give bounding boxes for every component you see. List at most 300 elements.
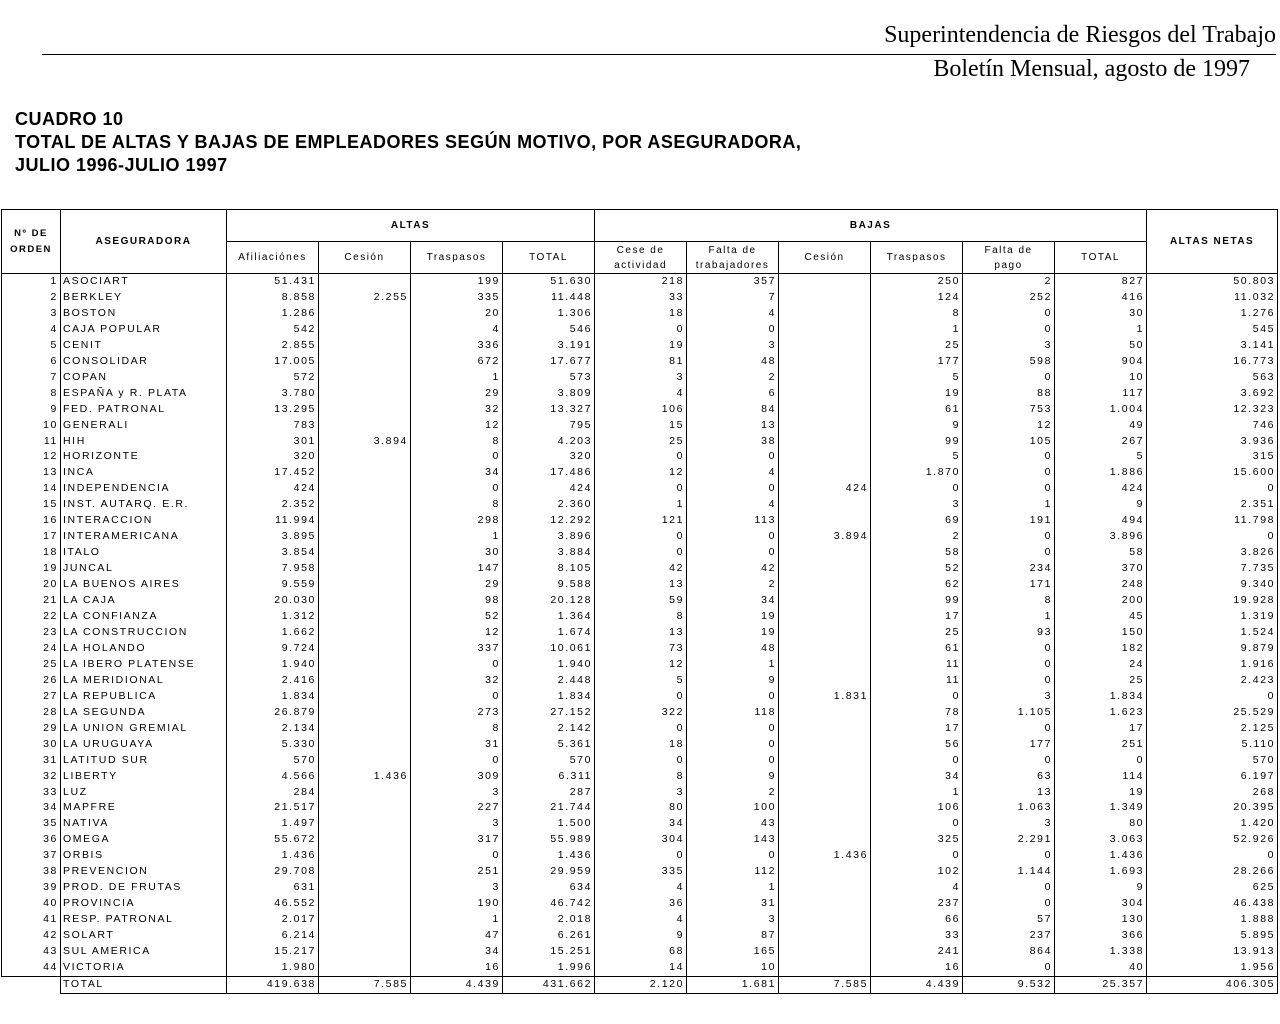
cell-falta-pago: 171	[963, 577, 1055, 593]
cell-afiliaciones: 2.416	[227, 673, 319, 689]
cell-altas-traspasos: 3	[411, 785, 503, 801]
cell-altas-traspasos: 335	[411, 290, 503, 306]
table-row	[2, 769, 1278, 785]
cell-altas-traspasos: 309	[411, 769, 503, 785]
table-row	[2, 832, 1278, 848]
cell-altas-traspasos: 16	[411, 960, 503, 976]
cell-falta-pago: 1.063	[963, 800, 1055, 816]
cell-falta-trabajadores: 42	[687, 561, 779, 577]
cell-falta-pago: 57	[963, 912, 1055, 928]
cell-altas-cesion	[319, 625, 411, 641]
cell-altas-netas: 6.197	[1147, 769, 1278, 785]
table-row	[2, 465, 1278, 481]
cell-falta-trabajadores: 0	[687, 529, 779, 545]
title-line-1: CUADRO 10	[15, 109, 124, 129]
cell-altas-netas: 16.773	[1147, 354, 1278, 370]
cell-altas-traspasos: 0	[411, 848, 503, 864]
cell-bajas-cesion	[779, 497, 871, 513]
cell-bajas-cesion	[779, 737, 871, 753]
cell-falta-trabajadores: 4	[687, 465, 779, 481]
cell-falta-trabajadores: 84	[687, 402, 779, 418]
table-row	[2, 896, 1278, 912]
table-row	[2, 753, 1278, 769]
cell-aseguradora: INTERACCION	[61, 513, 227, 529]
table-row	[2, 529, 1278, 545]
cell-altas-cesion	[319, 609, 411, 625]
cell-altas-traspasos: 0	[411, 689, 503, 705]
total-falta-trabajadores: 1.681	[687, 976, 779, 993]
cell-altas-traspasos: 0	[411, 449, 503, 465]
cell-bajas-traspasos: 25	[871, 338, 963, 354]
cell-altas-total: 20.128	[503, 593, 595, 609]
cell-afiliaciones: 5.330	[227, 737, 319, 753]
cell-bajas-traspasos: 11	[871, 673, 963, 689]
cell-bajas-traspasos: 1	[871, 785, 963, 801]
cell-bajas-cesion	[779, 657, 871, 673]
cell-cese-actividad: 106	[595, 402, 687, 418]
cell-bajas-total: 251	[1055, 737, 1147, 753]
cell-altas-netas: 563	[1147, 370, 1278, 386]
cell-aseguradora: LA URUGUAYA	[61, 737, 227, 753]
cell-bajas-total: 1.338	[1055, 944, 1147, 960]
total-altas-traspasos: 4.439	[411, 976, 503, 993]
cell-altas-cesion	[319, 561, 411, 577]
cell-orden: 42	[2, 928, 61, 944]
cell-falta-pago: 0	[963, 465, 1055, 481]
cell-altas-total: 13.327	[503, 402, 595, 418]
cell-orden: 17	[2, 529, 61, 545]
cell-afiliaciones: 20.030	[227, 593, 319, 609]
cell-aseguradora: LA CONFIANZA	[61, 609, 227, 625]
cell-bajas-traspasos: 78	[871, 705, 963, 721]
cell-bajas-traspasos: 0	[871, 816, 963, 832]
cell-altas-total: 1.834	[503, 689, 595, 705]
cell-altas-cesion	[319, 418, 411, 434]
cell-bajas-total: 0	[1055, 753, 1147, 769]
cell-aseguradora: LUZ	[61, 785, 227, 801]
cell-altas-traspasos: 32	[411, 673, 503, 689]
cell-orden: 34	[2, 800, 61, 816]
cell-falta-trabajadores: 19	[687, 609, 779, 625]
cell-altas-cesion	[319, 960, 411, 976]
cell-cese-actividad: 0	[595, 848, 687, 864]
cell-falta-trabajadores: 0	[687, 689, 779, 705]
cell-falta-pago: 1.105	[963, 705, 1055, 721]
cell-afiliaciones: 7.958	[227, 561, 319, 577]
cell-orden: 14	[2, 481, 61, 497]
cell-altas-cesion	[319, 274, 411, 290]
cell-altas-total: 2.360	[503, 497, 595, 513]
cell-bajas-cesion	[779, 402, 871, 418]
cell-falta-pago: 1.144	[963, 864, 1055, 880]
table-row	[2, 705, 1278, 721]
cell-altas-total: 4.203	[503, 434, 595, 450]
cell-orden: 5	[2, 338, 61, 354]
cell-falta-trabajadores: 118	[687, 705, 779, 721]
cell-falta-trabajadores: 100	[687, 800, 779, 816]
cell-altas-traspasos: 29	[411, 577, 503, 593]
cell-afiliaciones: 3.854	[227, 545, 319, 561]
cell-bajas-total: 25	[1055, 673, 1147, 689]
cell-orden: 28	[2, 705, 61, 721]
cell-bajas-total: 1.623	[1055, 705, 1147, 721]
cell-afiliaciones: 1.286	[227, 306, 319, 322]
cell-altas-cesion	[319, 593, 411, 609]
cell-altas-netas: 1.956	[1147, 960, 1278, 976]
cell-altas-total: 287	[503, 785, 595, 801]
cell-falta-trabajadores: 0	[687, 721, 779, 737]
cell-cese-actividad: 12	[595, 657, 687, 673]
cell-altas-total: 2.018	[503, 912, 595, 928]
cell-cese-actividad: 0	[595, 322, 687, 338]
cell-altas-netas: 746	[1147, 418, 1278, 434]
cell-bajas-traspasos: 61	[871, 402, 963, 418]
cell-altas-netas: 20.395	[1147, 800, 1278, 816]
cell-afiliaciones: 2.017	[227, 912, 319, 928]
cell-cese-actividad: 18	[595, 306, 687, 322]
cell-bajas-total: 1.349	[1055, 800, 1147, 816]
cell-bajas-traspasos: 237	[871, 896, 963, 912]
cell-altas-traspasos: 337	[411, 641, 503, 657]
cell-cese-actividad: 218	[595, 274, 687, 290]
cell-orden: 24	[2, 641, 61, 657]
cell-bajas-traspasos: 1.870	[871, 465, 963, 481]
header-altas-cesion: Cesión	[319, 242, 411, 274]
cell-cese-actividad: 121	[595, 513, 687, 529]
cell-orden: 2	[2, 290, 61, 306]
cell-orden: 25	[2, 657, 61, 673]
cell-altas-cesion	[319, 896, 411, 912]
table-row	[2, 497, 1278, 513]
cell-afiliaciones: 26.879	[227, 705, 319, 721]
cell-bajas-traspasos: 124	[871, 290, 963, 306]
cell-altas-traspasos: 30	[411, 545, 503, 561]
cell-bajas-traspasos: 25	[871, 625, 963, 641]
cell-altas-total: 1.940	[503, 657, 595, 673]
cell-bajas-traspasos: 0	[871, 848, 963, 864]
cell-orden: 27	[2, 689, 61, 705]
cell-altas-traspasos: 8	[411, 434, 503, 450]
cell-bajas-cesion	[779, 593, 871, 609]
cell-falta-pago: 1	[963, 609, 1055, 625]
cell-altas-traspasos: 672	[411, 354, 503, 370]
cell-bajas-traspasos: 56	[871, 737, 963, 753]
cell-falta-pago: 191	[963, 513, 1055, 529]
cell-bajas-traspasos: 177	[871, 354, 963, 370]
cell-falta-pago: 234	[963, 561, 1055, 577]
cell-falta-trabajadores: 2	[687, 370, 779, 386]
cell-falta-pago: 2.291	[963, 832, 1055, 848]
cell-altas-total: 51.630	[503, 274, 595, 290]
cell-afiliaciones: 13.295	[227, 402, 319, 418]
cell-altas-netas: 15.600	[1147, 465, 1278, 481]
cell-aseguradora: VICTORIA	[61, 960, 227, 976]
cell-altas-traspasos: 31	[411, 737, 503, 753]
cell-altas-netas: 0	[1147, 689, 1278, 705]
cell-orden: 7	[2, 370, 61, 386]
cell-altas-traspasos: 12	[411, 625, 503, 641]
cell-altas-netas: 2.351	[1147, 497, 1278, 513]
cell-bajas-total: 370	[1055, 561, 1147, 577]
cell-bajas-total: 1.436	[1055, 848, 1147, 864]
cell-bajas-traspasos: 1	[871, 322, 963, 338]
cell-falta-pago: 0	[963, 370, 1055, 386]
cell-altas-total: 1.436	[503, 848, 595, 864]
cell-aseguradora: ORBIS	[61, 848, 227, 864]
cell-bajas-total: 45	[1055, 609, 1147, 625]
cell-altas-netas: 545	[1147, 322, 1278, 338]
cell-falta-trabajadores: 0	[687, 848, 779, 864]
cell-falta-trabajadores: 4	[687, 306, 779, 322]
table-row	[2, 912, 1278, 928]
cell-aseguradora: JUNCAL	[61, 561, 227, 577]
cell-bajas-traspasos: 99	[871, 593, 963, 609]
cell-bajas-total: 1.693	[1055, 864, 1147, 880]
cell-altas-traspasos: 190	[411, 896, 503, 912]
cell-bajas-total: 114	[1055, 769, 1147, 785]
cell-orden: 3	[2, 306, 61, 322]
total-cese-actividad: 2.120	[595, 976, 687, 993]
cell-altas-traspasos: 32	[411, 402, 503, 418]
total-altas-cesion: 7.585	[319, 976, 411, 993]
cell-bajas-total: 50	[1055, 338, 1147, 354]
cell-altas-traspasos: 199	[411, 274, 503, 290]
table-row	[2, 864, 1278, 880]
table-row	[2, 338, 1278, 354]
table-row	[2, 928, 1278, 944]
cell-altas-cesion	[319, 641, 411, 657]
cell-altas-cesion	[319, 386, 411, 402]
cell-aseguradora: SUL AMERICA	[61, 944, 227, 960]
cell-cese-actividad: 4	[595, 386, 687, 402]
cell-afiliaciones: 9.559	[227, 577, 319, 593]
table-row	[2, 625, 1278, 641]
cell-falta-pago: 0	[963, 753, 1055, 769]
table-row	[2, 657, 1278, 673]
cell-bajas-total: 1.834	[1055, 689, 1147, 705]
cell-bajas-traspasos: 33	[871, 928, 963, 944]
cell-aseguradora: INDEPENDENCIA	[61, 481, 227, 497]
cell-altas-netas: 12.323	[1147, 402, 1278, 418]
cell-bajas-total: 117	[1055, 386, 1147, 402]
cell-afiliaciones: 631	[227, 880, 319, 896]
cell-afiliaciones: 2.855	[227, 338, 319, 354]
cell-orden: 6	[2, 354, 61, 370]
cell-altas-cesion	[319, 785, 411, 801]
cell-bajas-traspasos: 2	[871, 529, 963, 545]
cell-bajas-total: 9	[1055, 880, 1147, 896]
cell-altas-netas: 19.928	[1147, 593, 1278, 609]
cell-aseguradora: LA HOLANDO	[61, 641, 227, 657]
cell-falta-trabajadores: 0	[687, 753, 779, 769]
cell-cese-actividad: 12	[595, 465, 687, 481]
table-row	[2, 370, 1278, 386]
cell-altas-cesion	[319, 944, 411, 960]
cell-altas-cesion	[319, 912, 411, 928]
cell-bajas-cesion: 424	[779, 481, 871, 497]
cell-orden: 37	[2, 848, 61, 864]
cell-orden: 43	[2, 944, 61, 960]
cell-orden: 30	[2, 737, 61, 753]
cell-falta-pago: 0	[963, 481, 1055, 497]
table-title	[15, 108, 801, 177]
cell-bajas-traspasos: 62	[871, 577, 963, 593]
cell-altas-traspasos: 147	[411, 561, 503, 577]
cell-bajas-total: 9	[1055, 497, 1147, 513]
cell-altas-traspasos: 47	[411, 928, 503, 944]
cell-cese-actividad: 4	[595, 880, 687, 896]
cell-afiliaciones: 783	[227, 418, 319, 434]
cell-afiliaciones: 2.352	[227, 497, 319, 513]
cell-orden: 35	[2, 816, 61, 832]
cell-altas-traspasos: 12	[411, 418, 503, 434]
cell-afiliaciones: 1.662	[227, 625, 319, 641]
cell-aseguradora: CENIT	[61, 338, 227, 354]
cell-altas-total: 27.152	[503, 705, 595, 721]
cell-afiliaciones: 570	[227, 753, 319, 769]
cell-bajas-cesion	[779, 641, 871, 657]
cell-bajas-traspasos: 11	[871, 657, 963, 673]
header-falta-trabajadores	[687, 242, 779, 274]
table-row	[2, 689, 1278, 705]
cell-falta-trabajadores: 31	[687, 896, 779, 912]
table-row	[2, 449, 1278, 465]
cell-altas-netas: 28.266	[1147, 864, 1278, 880]
cell-altas-netas: 3.936	[1147, 434, 1278, 450]
cell-orden: 21	[2, 593, 61, 609]
cell-altas-cesion	[319, 497, 411, 513]
cell-falta-trabajadores: 113	[687, 513, 779, 529]
cell-altas-cesion	[319, 816, 411, 832]
cell-bajas-traspasos: 9	[871, 418, 963, 434]
cell-cese-actividad: 33	[595, 290, 687, 306]
cell-bajas-cesion	[779, 577, 871, 593]
cell-altas-total: 6.311	[503, 769, 595, 785]
table-row	[2, 816, 1278, 832]
cell-cese-actividad: 13	[595, 577, 687, 593]
cell-falta-pago: 3	[963, 816, 1055, 832]
cell-altas-netas: 0	[1147, 529, 1278, 545]
table-row	[2, 721, 1278, 737]
cell-afiliaciones: 1.834	[227, 689, 319, 705]
table-row	[2, 322, 1278, 338]
cell-bajas-traspasos: 8	[871, 306, 963, 322]
cell-altas-netas: 5.110	[1147, 737, 1278, 753]
cell-altas-total: 10.061	[503, 641, 595, 657]
cell-bajas-cesion	[779, 896, 871, 912]
cell-bajas-cesion	[779, 769, 871, 785]
cell-bajas-cesion	[779, 449, 871, 465]
cell-altas-total: 55.989	[503, 832, 595, 848]
header-falta-trab-line1: Falta de	[708, 244, 757, 256]
cell-bajas-total: 1.886	[1055, 465, 1147, 481]
total-falta-pago: 9.532	[963, 976, 1055, 993]
cell-bajas-total: 827	[1055, 274, 1147, 290]
cell-bajas-traspasos: 61	[871, 641, 963, 657]
cell-bajas-total: 19	[1055, 785, 1147, 801]
total-altas-netas: 406.305	[1147, 976, 1278, 993]
cell-bajas-traspasos: 69	[871, 513, 963, 529]
cell-orden: 32	[2, 769, 61, 785]
table-row	[2, 641, 1278, 657]
cell-altas-netas: 0	[1147, 481, 1278, 497]
cell-falta-pago: 3	[963, 689, 1055, 705]
cell-falta-trabajadores: 357	[687, 274, 779, 290]
cell-falta-trabajadores: 165	[687, 944, 779, 960]
cell-falta-pago: 598	[963, 354, 1055, 370]
cell-cese-actividad: 9	[595, 928, 687, 944]
cell-bajas-total: 416	[1055, 290, 1147, 306]
cell-altas-cesion	[319, 513, 411, 529]
cell-aseguradora: MAPFRE	[61, 800, 227, 816]
cell-altas-netas: 570	[1147, 753, 1278, 769]
cell-altas-total: 1.674	[503, 625, 595, 641]
cell-cese-actividad: 42	[595, 561, 687, 577]
header-bulletin: Boletín Mensual, agosto de 1997	[933, 56, 1250, 82]
cell-aseguradora: ESPAÑA y R. PLATA	[61, 386, 227, 402]
cell-cese-actividad: 3	[595, 370, 687, 386]
cell-bajas-total: 130	[1055, 912, 1147, 928]
cell-bajas-traspasos: 17	[871, 721, 963, 737]
cell-aseguradora: CONSOLIDAR	[61, 354, 227, 370]
cell-bajas-traspasos: 5	[871, 449, 963, 465]
cell-cese-actividad: 73	[595, 641, 687, 657]
cell-orden: 40	[2, 896, 61, 912]
cell-bajas-cesion	[779, 386, 871, 402]
table-row	[2, 306, 1278, 322]
cell-falta-pago: 0	[963, 449, 1055, 465]
cell-altas-cesion	[319, 753, 411, 769]
cell-falta-trabajadores: 87	[687, 928, 779, 944]
cell-bajas-total: 182	[1055, 641, 1147, 657]
cell-afiliaciones: 3.780	[227, 386, 319, 402]
cell-aseguradora: LATITUD SUR	[61, 753, 227, 769]
cell-falta-pago: 0	[963, 673, 1055, 689]
cell-orden: 10	[2, 418, 61, 434]
cell-afiliaciones: 542	[227, 322, 319, 338]
cell-altas-netas: 46.438	[1147, 896, 1278, 912]
cell-afiliaciones: 55.672	[227, 832, 319, 848]
cell-altas-netas: 52.926	[1147, 832, 1278, 848]
cell-altas-traspasos: 1	[411, 529, 503, 545]
cell-cese-actividad: 0	[595, 529, 687, 545]
cell-altas-traspasos: 0	[411, 753, 503, 769]
cell-falta-pago: 0	[963, 529, 1055, 545]
cell-bajas-cesion: 3.894	[779, 529, 871, 545]
cell-altas-cesion	[319, 465, 411, 481]
cell-altas-netas: 3.141	[1147, 338, 1278, 354]
cell-altas-netas: 9.340	[1147, 577, 1278, 593]
cell-cese-actividad: 13	[595, 625, 687, 641]
cell-altas-total: 2.142	[503, 721, 595, 737]
cell-altas-netas: 5.895	[1147, 928, 1278, 944]
cell-bajas-traspasos: 99	[871, 434, 963, 450]
cell-aseguradora: LA IBERO PLATENSE	[61, 657, 227, 673]
cell-altas-traspasos: 52	[411, 609, 503, 625]
cell-falta-pago: 0	[963, 960, 1055, 976]
header-altas: ALTAS	[227, 210, 595, 242]
cell-orden: 39	[2, 880, 61, 896]
cell-altas-total: 320	[503, 449, 595, 465]
cell-altas-netas: 315	[1147, 449, 1278, 465]
cell-altas-traspasos: 1	[411, 912, 503, 928]
cell-falta-trabajadores: 0	[687, 481, 779, 497]
cell-cese-actividad: 68	[595, 944, 687, 960]
cell-altas-traspasos: 29	[411, 386, 503, 402]
cell-altas-netas: 11.798	[1147, 513, 1278, 529]
cell-altas-traspasos: 317	[411, 832, 503, 848]
cell-falta-trabajadores: 7	[687, 290, 779, 306]
